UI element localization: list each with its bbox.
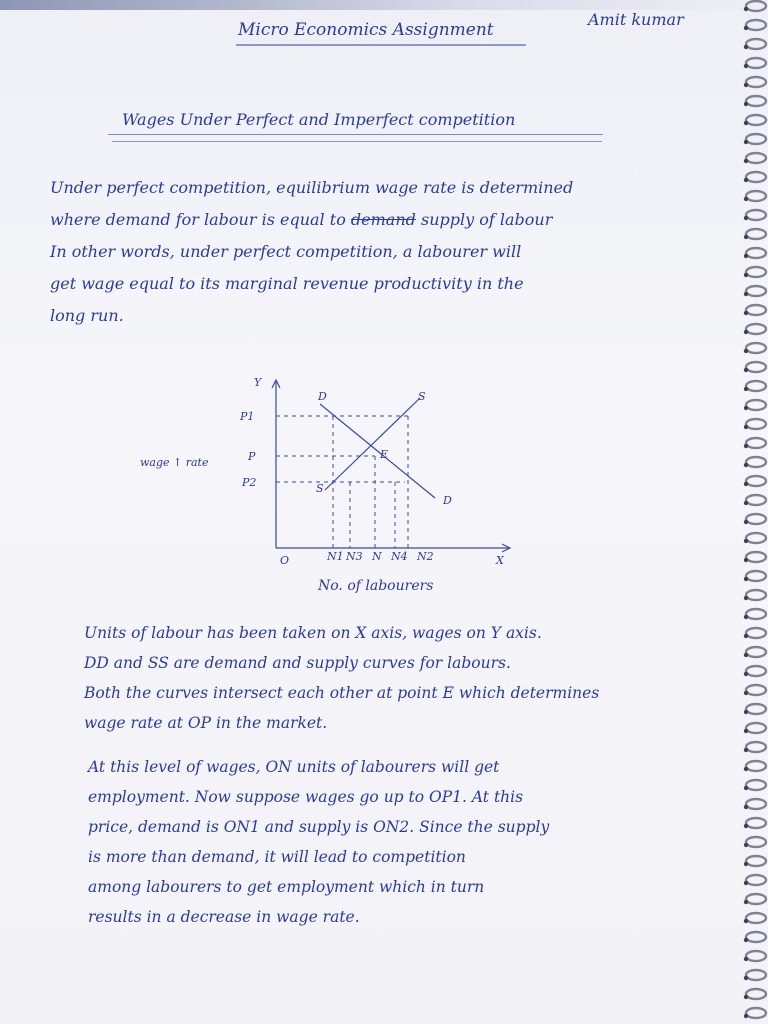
punch-hole	[744, 900, 748, 904]
title-underline	[236, 44, 526, 46]
spiral-coil	[746, 628, 766, 638]
tick-n3: N3	[346, 550, 363, 563]
spiral-coil	[746, 514, 766, 524]
punch-hole	[744, 520, 748, 524]
punch-hole	[744, 577, 748, 581]
punch-hole	[744, 501, 748, 505]
spiral-coil	[746, 932, 766, 942]
punch-hole	[744, 292, 748, 296]
spiral-coil	[746, 742, 766, 752]
wage-rate-label: wage ↑ rate	[140, 456, 209, 469]
explanation-paragraph	[84, 618, 744, 738]
spiral-coil	[746, 58, 766, 68]
topic-heading: Wages Under Perfect and Imperfect competition	[122, 110, 516, 129]
spiral-coil	[746, 20, 766, 30]
spiral-coil	[746, 400, 766, 410]
punch-hole	[744, 653, 748, 657]
spiral-coil	[746, 761, 766, 771]
spiral-coil	[746, 647, 766, 657]
punch-hole	[744, 311, 748, 315]
spiral-coil	[746, 267, 766, 277]
conclusion-line: price, demand is ON1 and supply is ON2. Since the supply	[88, 818, 550, 836]
punch-hole	[744, 805, 748, 809]
spiral-coil	[746, 951, 766, 961]
punch-hole	[744, 824, 748, 828]
intro-paragraph	[50, 172, 730, 332]
graph-x-caption: No. of labourers	[318, 578, 434, 594]
tick-n1: N1	[327, 550, 344, 563]
label-supply-bottom: S	[316, 482, 324, 495]
spiral-coil	[746, 191, 766, 201]
x-axis-label: X	[496, 554, 504, 567]
spiral-coil	[746, 343, 766, 353]
intro-line: Under perfect competition, equilibrium wage rate is determined	[50, 178, 574, 197]
conclusion-line: employment. Now suppose wages go up to OP1. At this	[88, 788, 524, 806]
punch-hole	[744, 482, 748, 486]
punch-hole	[744, 672, 748, 676]
spiral-coil	[746, 875, 766, 885]
spiral-coil	[746, 970, 766, 980]
spiral-coil	[746, 457, 766, 467]
punch-hole	[744, 748, 748, 752]
spiral-coil	[746, 609, 766, 619]
spiral-coil	[746, 438, 766, 448]
punch-hole	[744, 83, 748, 87]
punch-hole	[744, 178, 748, 182]
spiral-coil	[746, 134, 766, 144]
intro-line-part: where demand for labour is equal to	[50, 210, 346, 229]
spiral-coil	[746, 324, 766, 334]
spiral-coil	[746, 305, 766, 315]
struck-word: demand	[350, 210, 416, 229]
spiral-coil	[746, 685, 766, 695]
spiral-coil	[746, 115, 766, 125]
origin-label: O	[280, 554, 290, 567]
tick-n2: N2	[417, 550, 434, 563]
explanation-line: Both the curves intersect each other at point E which determines	[84, 684, 600, 702]
spiral-coil	[746, 1, 766, 11]
spiral-coil	[746, 533, 766, 543]
spiral-coil	[746, 913, 766, 923]
spiral-coil	[746, 229, 766, 239]
label-demand-top: D	[318, 390, 327, 403]
punch-hole	[744, 368, 748, 372]
conclusion-paragraph	[88, 752, 728, 932]
punch-hole	[744, 463, 748, 467]
spiral-coil	[746, 39, 766, 49]
spiral-coil	[746, 381, 766, 391]
spiral-coil	[746, 837, 766, 847]
punch-hole	[744, 767, 748, 771]
punch-hole	[744, 159, 748, 163]
spiral-coil	[746, 723, 766, 733]
punch-hole	[744, 558, 748, 562]
wage-determination-graph	[130, 368, 530, 578]
spiral-coil	[746, 799, 766, 809]
topic-underline-1	[108, 134, 603, 135]
punch-hole	[744, 254, 748, 258]
spiral-coil	[746, 96, 766, 106]
spiral-coil	[746, 153, 766, 163]
spiral-coil	[746, 894, 766, 904]
punch-hole	[744, 425, 748, 429]
punch-hole	[744, 729, 748, 733]
author-name: Amit kumar	[588, 10, 684, 29]
spiral-coil	[746, 1008, 766, 1018]
conclusion-line: is more than demand, it will lead to competition	[88, 848, 466, 866]
spiral-coil	[746, 780, 766, 790]
punch-hole	[744, 349, 748, 353]
spiral-coil	[746, 172, 766, 182]
label-demand-bottom: D	[443, 494, 452, 507]
intro-line: long run.	[50, 306, 124, 325]
punch-hole	[744, 216, 748, 220]
explanation-line: DD and SS are demand and supply curves for labours.	[84, 654, 511, 672]
spiral-coil	[746, 856, 766, 866]
tick-n: N	[372, 550, 382, 563]
punch-hole	[744, 539, 748, 543]
spiral-coil	[746, 77, 766, 87]
page-top-shadow	[0, 0, 768, 10]
punch-hole	[744, 995, 748, 999]
punch-hole	[744, 634, 748, 638]
punch-hole	[744, 881, 748, 885]
supply-curve	[325, 398, 420, 490]
topic-underline-2	[112, 141, 602, 142]
intro-line	[50, 204, 730, 236]
conclusion-line: among labourers to get employment which in turn	[88, 878, 485, 896]
explanation-line: wage rate at OP in the market.	[84, 714, 328, 732]
punch-hole	[744, 197, 748, 201]
punch-hole	[744, 862, 748, 866]
spiral-coil	[746, 666, 766, 676]
punch-hole	[744, 691, 748, 695]
intro-line: In other words, under perfect competition, a labourer will	[50, 242, 522, 261]
punch-hole	[744, 843, 748, 847]
spiral-binding	[734, 0, 768, 1024]
y-axis-label: Y	[254, 376, 262, 389]
label-supply-top: S	[418, 390, 426, 403]
intro-line: get wage equal to its marginal revenue productivity in the	[50, 274, 524, 293]
punch-hole	[744, 330, 748, 334]
tick-n4: N4	[391, 550, 408, 563]
spiral-coil	[746, 210, 766, 220]
punch-hole	[744, 976, 748, 980]
punch-hole	[744, 1014, 748, 1018]
punch-hole	[744, 596, 748, 600]
spiral-coil	[746, 362, 766, 372]
punch-hole	[744, 235, 748, 239]
spiral-coil	[746, 590, 766, 600]
punch-hole	[744, 938, 748, 942]
punch-hole	[744, 710, 748, 714]
assignment-title: Micro Economics Assignment	[238, 20, 494, 40]
punch-hole	[744, 957, 748, 961]
conclusion-line: results in a decrease in wage rate.	[88, 908, 360, 926]
punch-hole	[744, 406, 748, 410]
spiral-coil	[746, 552, 766, 562]
spiral-coil	[746, 248, 766, 258]
label-equilibrium: E	[380, 448, 389, 461]
punch-hole	[744, 919, 748, 923]
spiral-coil	[746, 286, 766, 296]
punch-hole	[744, 102, 748, 106]
punch-hole	[744, 387, 748, 391]
punch-hole	[744, 273, 748, 277]
spiral-coil	[746, 495, 766, 505]
tick-p1: P1	[240, 410, 255, 423]
punch-hole	[744, 45, 748, 49]
punch-hole	[744, 786, 748, 790]
tick-p: P	[248, 450, 256, 463]
punch-hole	[744, 26, 748, 30]
spiral-coil	[746, 818, 766, 828]
punch-hole	[744, 444, 748, 448]
spiral-coil	[746, 476, 766, 486]
punch-hole	[744, 140, 748, 144]
spiral-coil	[746, 989, 766, 999]
spiral-coil	[746, 704, 766, 714]
punch-hole	[744, 7, 748, 11]
conclusion-line: At this level of wages, ON units of labourers will get	[88, 758, 500, 776]
explanation-line: Units of labour has been taken on X axis, wages on Y axis.	[84, 624, 542, 642]
punch-hole	[744, 121, 748, 125]
punch-hole	[744, 64, 748, 68]
spiral-coil	[746, 419, 766, 429]
intro-line-part: supply of labour	[420, 210, 553, 229]
punch-hole	[744, 615, 748, 619]
spiral-coil	[746, 571, 766, 581]
tick-p2: P2	[242, 476, 257, 489]
demand-curve	[320, 404, 435, 498]
